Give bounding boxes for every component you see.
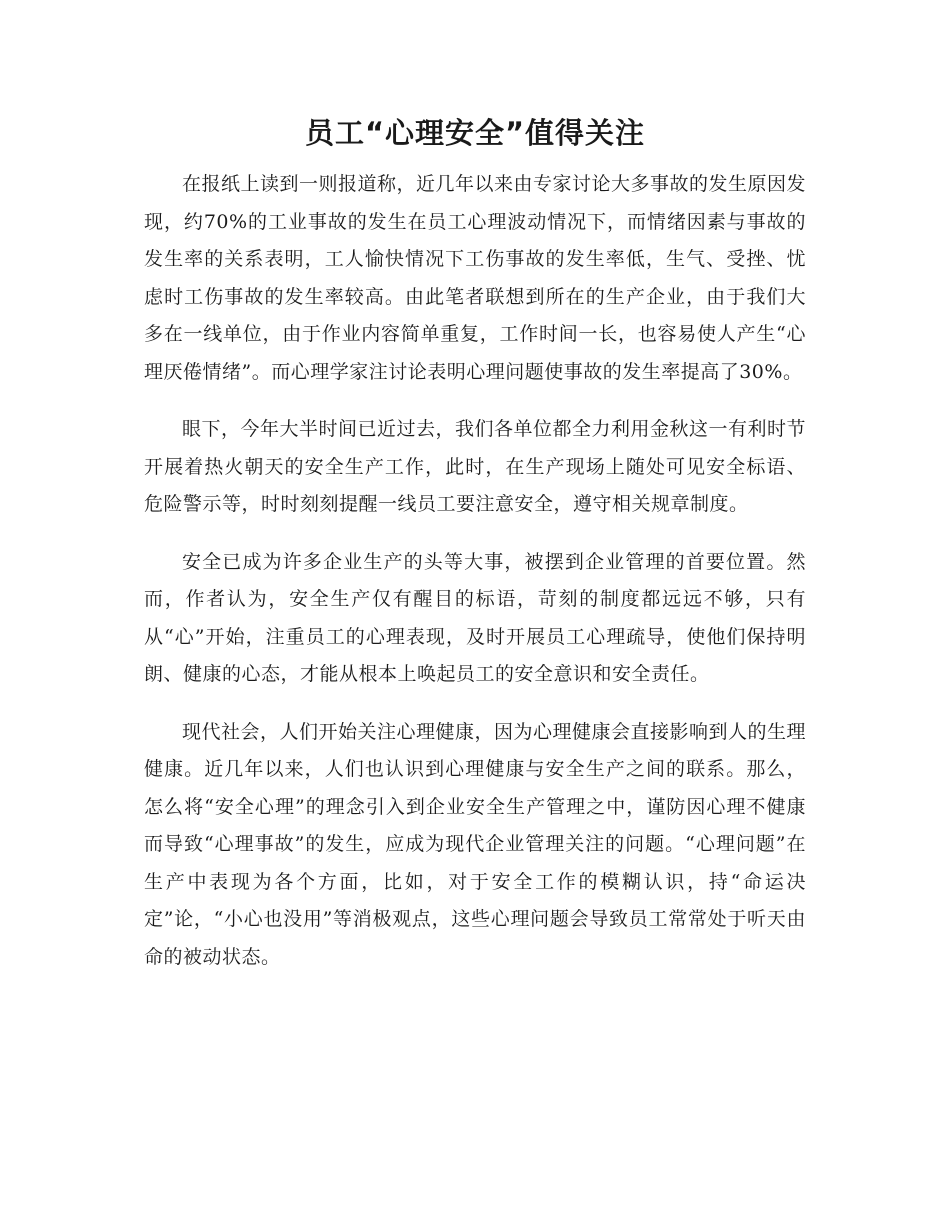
paragraph-2: 眼下，今年大半时间已近过去，我们各单位都全力利用金秋这一有利时节开展着热火朝天的安全生产工作，此时，在生产现场上随处可见安全标语、危险警示等，时时刻刻提醒一线员工要注意安全，遵守相关规章制度。: [144, 418, 807, 515]
document-page: [144, 110, 806, 996]
document-title: 员工“心理安全”值得关注: [304, 116, 646, 150]
paragraph-1: 在报纸上读到一则报道称，近几年以来由专家讨论大多事故的发生原因发现，约70%的工业事故的发生在员工心理波动情况下，而情绪因素与事故的发生率的关系表明，工人愉快情况下工伤事故的发生率低，生气、受挫、忧虑时工伤事故的发生率较高。由此笔者联想到所在的生产企业，由于我们大多在一线单位，由于作业内容简单重复，工作时间一长，也容易使人产生“心理厌倦情绪”。而心理学家注讨论表明心理问题使事故的发生率提高了30%。: [144, 173, 807, 383]
paragraph-4: 现代社会，人们开始关注心理健康，因为心理健康会直接影响到人的生理健康。近几年以来，人们也认识到心理健康与安全生产之间的联系。那么，怎么将“安全心理”的理念引入到企业安全生产管理之中，谨防因心理不健康而导致“心理事故”的发生，应成为现代企业管理关注的问题。“心理问题”在生产中表现为各个方面，比如，对于安全工作的模糊认识，持“命运决定”论，“小心也没用”等消极观点，这些心理问题会导致员工常常处于听天由命的被动状态。: [144, 720, 807, 968]
paragraph-3: 安全已成为许多企业生产的头等大事，被摆到企业管理的首要位置。然而，作者认为，安全生产仅有醒目的标语，苛刻的制度都远远不够，只有从“心”开始，注重员工的心理表现，及时开展员工心理疏导，使他们保持明朗、健康的心态，才能从根本上唤起员工的安全意识和安全责任。: [144, 550, 806, 685]
